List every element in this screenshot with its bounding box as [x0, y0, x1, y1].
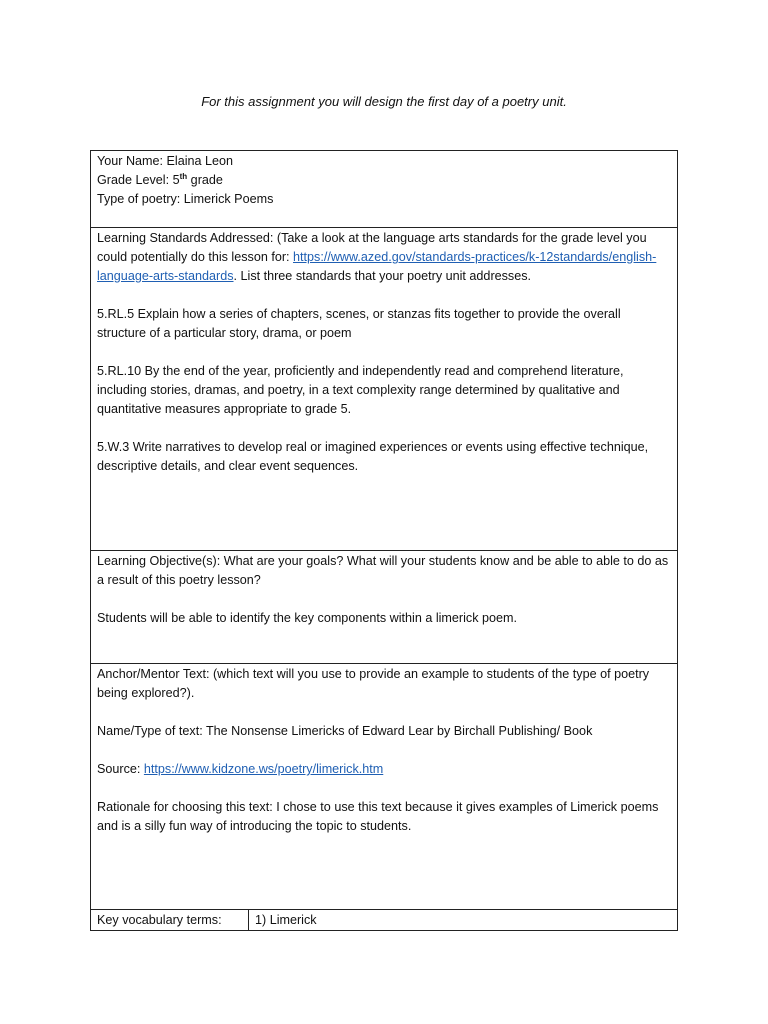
grade-level	[97, 171, 671, 190]
objective-prompt: Learning Objective(s): What are your goals? What will your students know and be able to able to do as a result of this poetry lesson?	[97, 554, 669, 587]
standards-cell	[91, 228, 678, 551]
grade-level-superscript: th	[179, 171, 188, 181]
info-cell	[91, 151, 678, 228]
anchor-prompt: Anchor/Mentor Text: (which text will you use to provide an example to students of the type of poetry being explored?).	[97, 667, 650, 700]
lesson-plan-table	[90, 150, 678, 931]
grade-level-text: Grade Level: 5	[97, 173, 180, 187]
info-row	[91, 151, 678, 228]
anchor-source	[97, 760, 671, 779]
standards-prompt-text: Learning Standards Addressed: (Take a look at the language arts standards for the grade level you could potentially do this lesson for:	[97, 231, 647, 264]
source-label: Source:	[97, 762, 144, 776]
standards-prompt-end: . List three standards that your poetry unit addresses.	[233, 269, 532, 283]
objective-answer: Students will be able to identify the key components within a limerick poem.	[97, 611, 518, 625]
anchor-rationale: Rationale for choosing this text: I chose to use this text because it gives examples of Limerick poems and is a silly fun way of introducing the topic to students.	[97, 800, 659, 833]
standard-item: 5.W.3 Write narratives to develop real or imagined experiences or events using effective technique, descriptive details, and clear event sequences.	[97, 440, 649, 473]
objective-cell	[91, 551, 678, 664]
standard-item: 5.RL.10 By the end of the year, proficiently and independently read and comprehend literature, including stories, dramas, and poetry, in a text complexity range determined by qualitative and quantitative measures appropriate to grade 5.	[97, 364, 624, 416]
anchor-cell	[91, 664, 678, 910]
standard-item: 5.RL.5 Explain how a series of chapters, scenes, or stanzas fits together to provide the overall structure of a particular story, drama, or poem	[97, 307, 621, 340]
grade-level-suffix: grade	[187, 173, 223, 187]
standards-row	[91, 228, 678, 551]
objective-row	[91, 551, 678, 664]
vocab-row	[91, 910, 678, 931]
assignment-intro: For this assignment you will design the first day of a poetry unit.	[201, 94, 567, 109]
standards-prompt	[97, 229, 671, 286]
anchor-row	[91, 664, 678, 910]
student-name: Your Name: Elaina Leon	[97, 154, 234, 168]
poetry-type: Type of poetry: Limerick Poems	[97, 192, 274, 206]
kidzone-source-link[interactable]: https://www.kidzone.ws/poetry/limerick.htm	[143, 762, 384, 776]
anchor-name-type: Name/Type of text: The Nonsense Limericks of Edward Lear by Birchall Publishing/ Book	[97, 724, 593, 738]
vocab-label-cell: Key vocabulary terms:	[91, 910, 249, 931]
azed-standards-link[interactable]: https://www.azed.gov/standards-practices/k-12standards/english-language-arts-standards	[97, 250, 657, 283]
vocab-term-cell: 1) Limerick	[249, 910, 678, 931]
